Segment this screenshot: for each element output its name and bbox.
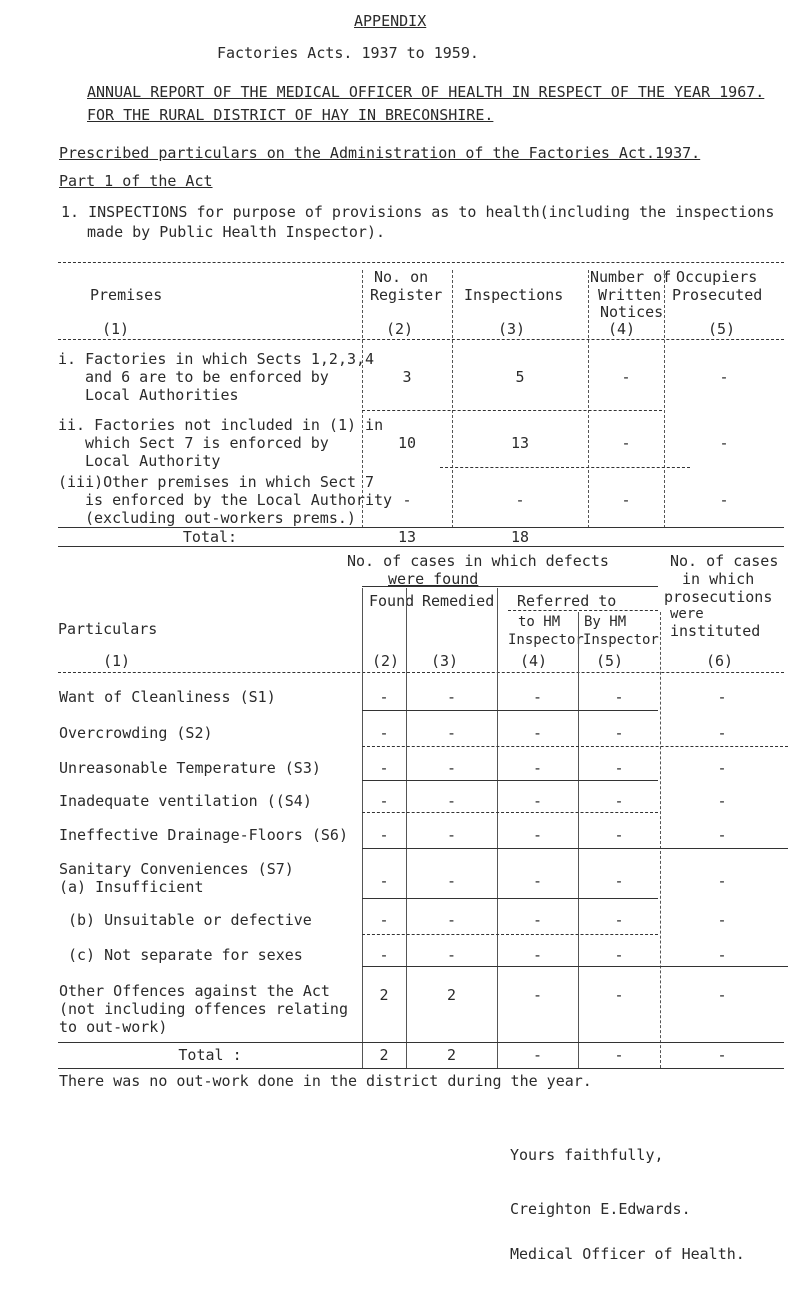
row-label-line: which Sect 7 is enforced by (85, 434, 329, 452)
col-4-number: (4) (520, 652, 548, 670)
col-notices-header-1: Number of (590, 268, 672, 286)
col-particulars-header: Particulars (58, 620, 158, 638)
found-value: - (379, 911, 389, 929)
cases-header-1: No. of cases in which defects (347, 552, 609, 570)
total-to-hm: - (532, 1046, 543, 1064)
by-hm-value: - (614, 688, 624, 706)
to-hm-value: - (532, 759, 543, 777)
row-label-line: Want of Cleanliness (S1) (59, 688, 276, 706)
notices-value: - (621, 491, 631, 509)
total-by-hm: - (614, 1046, 624, 1064)
col-2-number: (2) (372, 652, 400, 670)
row-label-line: i. Factories in which Sects 1,2,3,4 (58, 350, 375, 368)
col-inspector-header: Inspector (508, 632, 584, 648)
by-hm-value: - (614, 826, 624, 844)
register-value: 10 (397, 434, 417, 452)
row-label-line: Unreasonable Temperature (S3) (59, 759, 321, 777)
total-remedied: 2 (446, 1046, 457, 1064)
col-4-number: (4) (608, 320, 636, 338)
by-hm-value: - (614, 946, 624, 964)
prosecuted-value: - (719, 434, 729, 452)
table2-header-rule (58, 672, 784, 673)
to-hm-value: - (532, 911, 543, 929)
to-hm-value: - (532, 792, 543, 810)
table2-bottom-rule (58, 1068, 784, 1069)
found-value: - (379, 826, 389, 844)
table2-total-rule (58, 1042, 784, 1043)
found-value: 2 (379, 986, 389, 1004)
total-found: 2 (379, 1046, 389, 1064)
to-hm-value: - (532, 688, 543, 706)
table2-row-rule (362, 746, 788, 747)
prosecuted-value: - (719, 368, 729, 386)
total-register: 13 (397, 528, 417, 546)
remedied-value: - (446, 688, 457, 706)
row-label-line: Other Offences against the Act (59, 982, 330, 1000)
by-hm-value: - (614, 724, 624, 742)
col-notices-header-3: Notices (600, 303, 664, 321)
remedied-value: - (446, 759, 457, 777)
to-hm-value: - (532, 872, 543, 890)
col-remedied-header: Remedied (422, 592, 495, 610)
remedied-value: 2 (446, 986, 457, 1004)
remedied-value: - (446, 872, 457, 890)
part-heading: Part 1 of the Act (59, 172, 213, 190)
table2-row-rule (362, 934, 658, 935)
table2-row-rule (362, 780, 658, 781)
by-hm-value: - (614, 986, 624, 1004)
prosecutions-value: - (717, 872, 727, 890)
to-hm-value: - (532, 986, 543, 1004)
row-label-line: Inadequate ventilation ((S4) (59, 792, 312, 810)
found-value: - (379, 724, 389, 742)
total-label: Total : (178, 1046, 242, 1064)
prosecutions-value: - (717, 986, 727, 1004)
col-register-header-2: Register (370, 286, 443, 304)
table1-divider (452, 270, 453, 528)
prosecutions-header-2: in which (682, 570, 755, 588)
found-value: - (379, 688, 389, 706)
register-value: 3 (402, 368, 412, 386)
table1-top-rule (58, 262, 784, 263)
inspections-value: 5 (515, 368, 525, 386)
prosecutions-header-3: prosecutions (664, 588, 773, 606)
remedied-value: - (446, 826, 457, 844)
col-occupiers-header-1: Occupiers (676, 268, 758, 286)
row-label-line: (not including offences relating (59, 1000, 348, 1018)
col-5-number: (5) (708, 320, 736, 338)
cases-underline (362, 586, 658, 587)
table2-row-rule (362, 710, 658, 711)
remedied-value: - (446, 911, 457, 929)
col-premises-header: Premises (90, 286, 163, 304)
remedied-value: - (446, 792, 457, 810)
table2-row-rule (362, 966, 788, 967)
col-to-hm-header: to HM (518, 614, 561, 630)
found-value: - (379, 759, 389, 777)
district-title: FOR THE RURAL DISTRICT OF HAY IN BRECONSHIRE. (87, 106, 494, 124)
prosecutions-header-4: were (670, 606, 704, 622)
notices-value: - (621, 368, 631, 386)
table1-bottom-rule (58, 546, 784, 547)
report-title: ANNUAL REPORT OF THE MEDICAL OFFICER OF HEALTH IN RESPECT OF THE YEAR 1967. (87, 83, 765, 101)
table2-row-rule (362, 898, 658, 899)
prosecutions-value: - (717, 826, 727, 844)
col-3-number: (3) (498, 320, 526, 338)
notices-value: - (621, 434, 631, 452)
factories-acts-line: Factories Acts. 1937 to 1959. (217, 44, 479, 62)
prosecutions-header-1: No. of cases (670, 552, 779, 570)
prosecutions-value: - (717, 724, 727, 742)
prescribed-particulars: Prescribed particulars on the Administration of the Factories Act.1937. (59, 144, 701, 162)
row-label-line: (b) Unsuitable or defective (68, 911, 312, 929)
col-inspections-header: Inspections (464, 286, 564, 304)
remedied-value: - (446, 946, 457, 964)
col-5-number: (5) (596, 652, 624, 670)
by-hm-value: - (614, 911, 624, 929)
prosecutions-header-5: instituted (670, 622, 761, 640)
inspections-value: 13 (510, 434, 530, 452)
table1-row-rule (362, 410, 662, 411)
col-1-number: (1) (102, 320, 130, 338)
table1-divider (664, 270, 665, 528)
row-label-line: (excluding out-workers prems.) (85, 509, 356, 527)
by-hm-value: - (614, 792, 624, 810)
col-occupiers-header-2: Prosecuted (672, 286, 763, 304)
total-label: Total: (182, 528, 238, 546)
col-by-hm-header: By HM (584, 614, 627, 630)
prosecutions-value: - (717, 946, 727, 964)
prosecutions-value: - (717, 688, 727, 706)
col-register-header-1: No. on (374, 268, 429, 286)
to-hm-value: - (532, 724, 543, 742)
row-label-line: Ineffective Drainage-Floors (S6) (59, 826, 348, 844)
table1-divider (588, 270, 589, 528)
row-label-line: to out-work) (59, 1018, 168, 1036)
to-hm-value: - (532, 826, 543, 844)
col-1-number: (1) (103, 652, 131, 670)
found-value: - (379, 792, 389, 810)
cases-header-2: were found (388, 570, 479, 588)
row-label-line: and 6 are to be enforced by (85, 368, 329, 386)
row-label-line: is enforced by the Local Authority (85, 491, 393, 509)
prosecuted-value: - (719, 491, 729, 509)
row-label-line: Overcrowding (S2) (59, 724, 213, 742)
register-value: - (402, 491, 412, 509)
signatory-title: Medical Officer of Health. (510, 1245, 745, 1263)
row-label-line: Local Authority (85, 452, 221, 470)
found-value: - (379, 946, 389, 964)
col-notices-header-2: Written (598, 286, 662, 304)
prosecutions-value: - (717, 759, 727, 777)
found-value: - (379, 872, 389, 890)
inspections-title-line-2: made by Public Health Inspector). (87, 223, 386, 241)
out-work-note: There was no out-work done in the district during the year. (59, 1072, 592, 1090)
row-label-line: ii. Factories not included in (1) in (58, 416, 384, 434)
row-label-line: (c) Not separate for sexes (68, 946, 303, 964)
row-label-line: (a) Insufficient (59, 878, 204, 896)
appendix-heading: APPENDIX (354, 12, 427, 30)
total-inspections: 18 (510, 528, 530, 546)
row-label-line: Sanitary Conveniences (S7) (59, 860, 294, 878)
prosecutions-value: - (717, 911, 727, 929)
col-6-number: (6) (706, 652, 734, 670)
remedied-value: - (446, 724, 457, 742)
row-label-line: (iii)Other premises in which Sect 7 (58, 473, 375, 491)
col-3-number: (3) (431, 652, 459, 670)
inspections-title-line-1: 1. INSPECTIONS for purpose of provisions as to health(including the inspections (61, 203, 775, 221)
inspections-value: - (515, 491, 525, 509)
total-prosecutions: - (717, 1046, 727, 1064)
table2-row-rule (362, 812, 658, 813)
table1-row-rule (440, 467, 690, 468)
table1-header-rule (58, 339, 784, 340)
signatory-name: Creighton E.Edwards. (510, 1200, 691, 1218)
table2-row-rule (362, 848, 788, 849)
row-label-line: Local Authorities (85, 386, 239, 404)
closing: Yours faithfully, (510, 1146, 664, 1164)
col-2-number: (2) (386, 320, 414, 338)
col-inspector2-header: Inspector (583, 632, 659, 648)
col-referred-header: Referred to (517, 592, 617, 610)
prosecutions-value: - (717, 792, 727, 810)
to-hm-value: - (532, 946, 543, 964)
by-hm-value: - (614, 872, 624, 890)
by-hm-value: - (614, 759, 624, 777)
col-found-header: Found (369, 592, 415, 610)
referred-underline (508, 610, 658, 611)
